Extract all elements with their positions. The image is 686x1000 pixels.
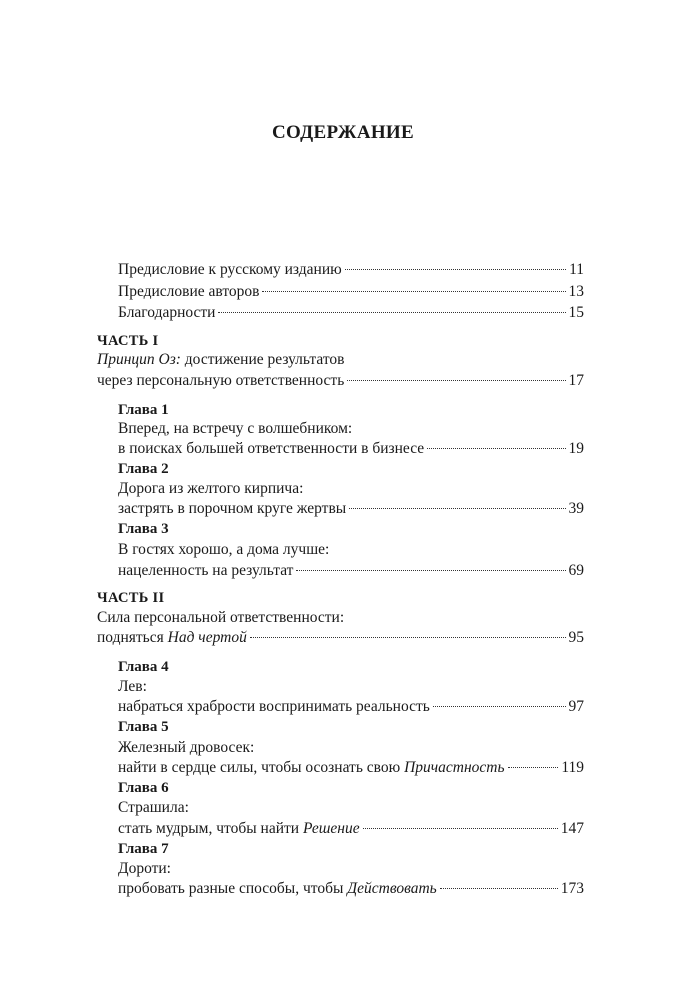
- entry-label: [118, 696, 430, 718]
- chapter-heading: Глава 1: [118, 402, 169, 418]
- chapter-heading: Глава 5: [118, 719, 169, 735]
- page-number: 97: [568, 698, 584, 715]
- entry-label: Предисловие к русскому изданию: [118, 261, 342, 278]
- chapter-heading: Глава 6: [118, 780, 169, 796]
- leader-dots: [349, 507, 565, 509]
- chapter-title-line: Вперед, на встречу с волшебником:: [118, 420, 353, 437]
- toc-entry-preface-authors[interactable]: [118, 281, 584, 303]
- chapter-heading: Глава 4: [118, 659, 169, 675]
- entry-label-text: стать мудрым, чтобы найти: [118, 820, 303, 837]
- part-title-line: [97, 349, 344, 371]
- entry-label: через персональную ответственность: [97, 372, 345, 389]
- leader-dots: [262, 290, 565, 292]
- page-number: 19: [568, 440, 584, 457]
- entry-label: нацеленность на результат: [118, 562, 294, 579]
- toc-entry-chapter-2[interactable]: [118, 498, 584, 520]
- page-number: 173: [560, 880, 584, 897]
- chapter-heading: Глава 2: [118, 461, 169, 477]
- leader-dots: [250, 636, 566, 638]
- entry-label-italic: Действовать: [347, 880, 437, 897]
- part-title-text: достижение результатов: [180, 351, 345, 368]
- page-number: 17: [568, 372, 584, 389]
- leader-dots: [440, 887, 558, 889]
- leader-dots: [296, 569, 565, 571]
- entry-label-text: подняться: [97, 629, 168, 646]
- entry-label-italic: Причастность: [404, 759, 505, 776]
- leader-dots: [218, 311, 565, 313]
- chapter-title-line: Дорога из желтого кирпича:: [118, 480, 304, 497]
- part-title-italic: Принцип Оз:: [97, 351, 181, 368]
- toc-entry-chapter-3[interactable]: [118, 560, 584, 582]
- leader-dots: [433, 705, 566, 707]
- entry-label: Предисловие авторов: [118, 283, 260, 300]
- part-title-line: Сила персональной ответственности:: [97, 609, 345, 626]
- part-heading: ЧАСТЬ I: [97, 333, 159, 349]
- entry-label-italic: Решение: [302, 820, 360, 837]
- chapter-title-line: Лев:: [118, 678, 147, 695]
- entry-label: [97, 627, 247, 649]
- entry-label: Благодарности: [118, 304, 216, 321]
- toc-entry-part2[interactable]: [97, 627, 584, 649]
- leader-dots: [427, 447, 565, 449]
- leader-dots: [347, 379, 565, 381]
- toc-entry-chapter-5[interactable]: [118, 757, 584, 779]
- toc-entry-chapter-6[interactable]: [118, 818, 584, 840]
- toc-entry-preface-russian[interactable]: [118, 259, 584, 281]
- entry-label-italic: Над чертой: [167, 629, 247, 646]
- toc-entry-part1[interactable]: [97, 370, 584, 392]
- leader-dots: [508, 766, 559, 768]
- entry-label: в поисках большей ответственности в бизнесе: [118, 440, 425, 457]
- page-number: 69: [568, 562, 584, 579]
- page-number: 147: [560, 820, 584, 837]
- part-heading: ЧАСТЬ II: [97, 590, 165, 606]
- toc-entry-acknowledgements[interactable]: [118, 302, 584, 324]
- page-number: 39: [568, 500, 584, 517]
- page-number: 15: [568, 304, 584, 321]
- page-title: СОДЕРЖАНИЕ: [272, 122, 414, 143]
- toc-entry-chapter-1[interactable]: [118, 438, 584, 460]
- entry-label-text: пробовать разные способы, чтобы: [118, 880, 348, 897]
- entry-label: [118, 757, 505, 779]
- entry-label: [118, 878, 437, 900]
- page-number: 13: [568, 283, 584, 300]
- toc-entry-chapter-7[interactable]: [118, 878, 584, 900]
- leader-dots: [363, 827, 558, 829]
- chapter-title-line: Страшила:: [118, 799, 189, 816]
- chapter-heading: Глава 7: [118, 841, 169, 857]
- page-number: 119: [561, 759, 584, 776]
- entry-label: [118, 818, 360, 840]
- page-number: 11: [569, 261, 584, 278]
- entry-label-text: набраться храбрости воспринимать реальность: [118, 698, 430, 715]
- chapter-title-line: Железный дровосек:: [118, 739, 255, 756]
- chapter-title-line: В гостях хорошо, а дома лучше:: [118, 541, 330, 558]
- chapter-title-line: Дороти:: [118, 860, 171, 877]
- entry-label: застрять в порочном круге жертвы: [118, 500, 347, 517]
- leader-dots: [345, 268, 566, 270]
- page-number: 95: [568, 629, 584, 646]
- toc-entry-chapter-4[interactable]: [118, 696, 584, 718]
- entry-label-text: найти в сердце силы, чтобы осознать свою: [118, 759, 405, 776]
- chapter-heading: Глава 3: [118, 521, 169, 537]
